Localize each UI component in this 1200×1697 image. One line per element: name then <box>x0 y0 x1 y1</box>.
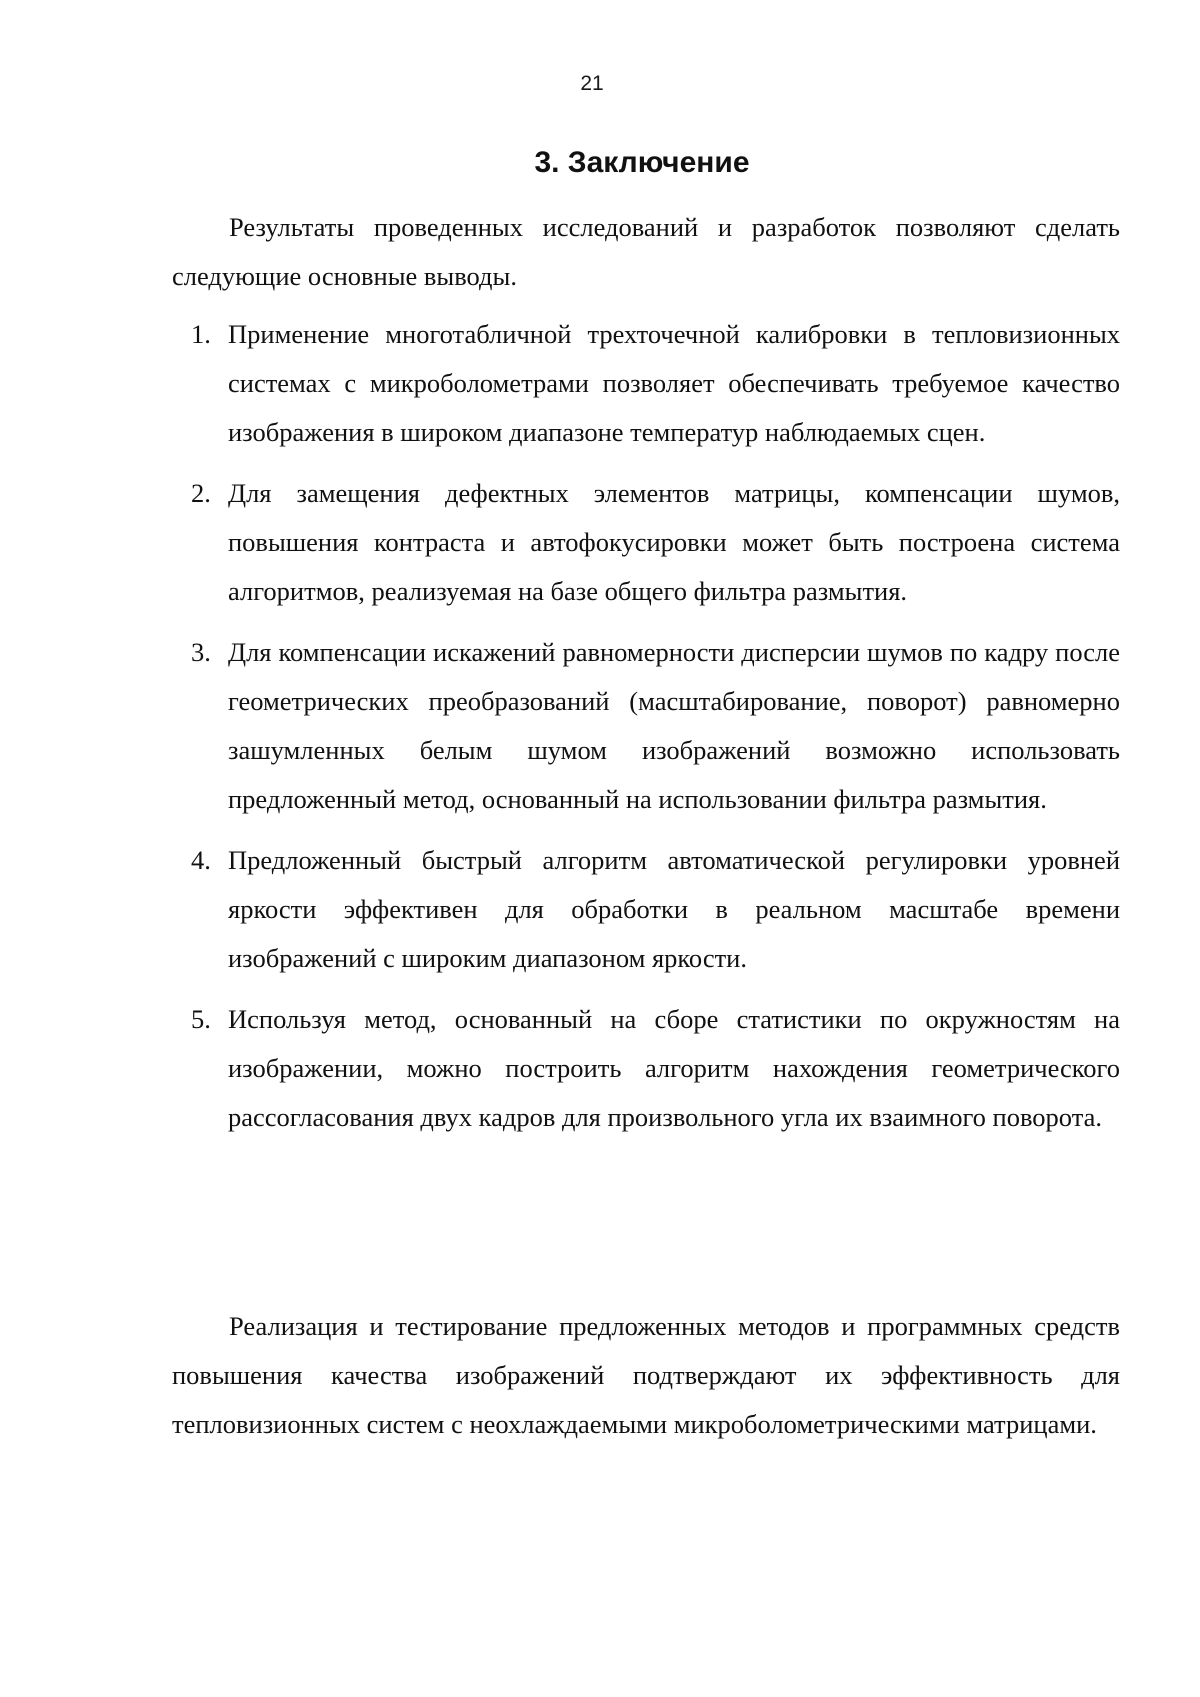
list-item-text: Для компенсации искажений равномерности дисперсии шумов по кадру после геометрических преобразований (масштабирование, поворот) равномерно зашумленных белым шумом изображений возможно использовать предложенный метод, основанный на использовании фильтра размытия. <box>228 637 1120 814</box>
list-item <box>172 310 1120 457</box>
closing-text: Реализация и тестирование предложенных методов и программных средств повышения качества изображений подтверждают их эффективность для тепловизионных систем с неохлаждаемыми микроболометрическими матрицами. <box>172 1311 1120 1439</box>
list-item-number: 5. <box>191 1004 211 1034</box>
list-item-text: Применение многотабличной трехточечной калибровки в тепловизионных системах с микроболометрами позволяет обеспечивать требуемое качество изображения в широком диапазоне температур наблюдаемых сцен. <box>228 319 1120 447</box>
closing-paragraph <box>172 1302 1120 1449</box>
list-item <box>172 995 1120 1142</box>
list-item-number: 2. <box>191 478 211 508</box>
list-item-text: Используя метод, основанный на сборе статистики по окружностям на изображении, можно построить алгоритм нахождения геометрического рассогласования двух кадров для произвольного угла их взаимного поворота. <box>228 1004 1120 1132</box>
list-item <box>172 836 1120 983</box>
intro-paragraph <box>172 203 1120 301</box>
list-item <box>172 628 1120 824</box>
page-number: 21 <box>580 72 604 95</box>
list-item-number: 1. <box>191 319 211 349</box>
list-item <box>172 469 1120 616</box>
intro-text: Результаты проведенных исследований и разработок позволяют сделать следующие основные выводы. <box>172 212 1120 291</box>
section-title: 3. Заключение <box>534 146 750 179</box>
conclusions-list <box>172 310 1120 1142</box>
list-item-number: 3. <box>191 637 211 667</box>
list-item-text: Предложенный быстрый алгоритм автоматической регулировки уровней яркости эффективен для обработки в реальном масштабе времени изображений с широким диапазоном яркости. <box>228 845 1120 973</box>
list-item-text: Для замещения дефектных элементов матрицы, компенсации шумов, повышения контраста и автофокусировки может быть построена система алгоритмов, реализуемая на базе общего фильтра размытия. <box>228 478 1120 606</box>
list-item-number: 4. <box>191 845 211 875</box>
